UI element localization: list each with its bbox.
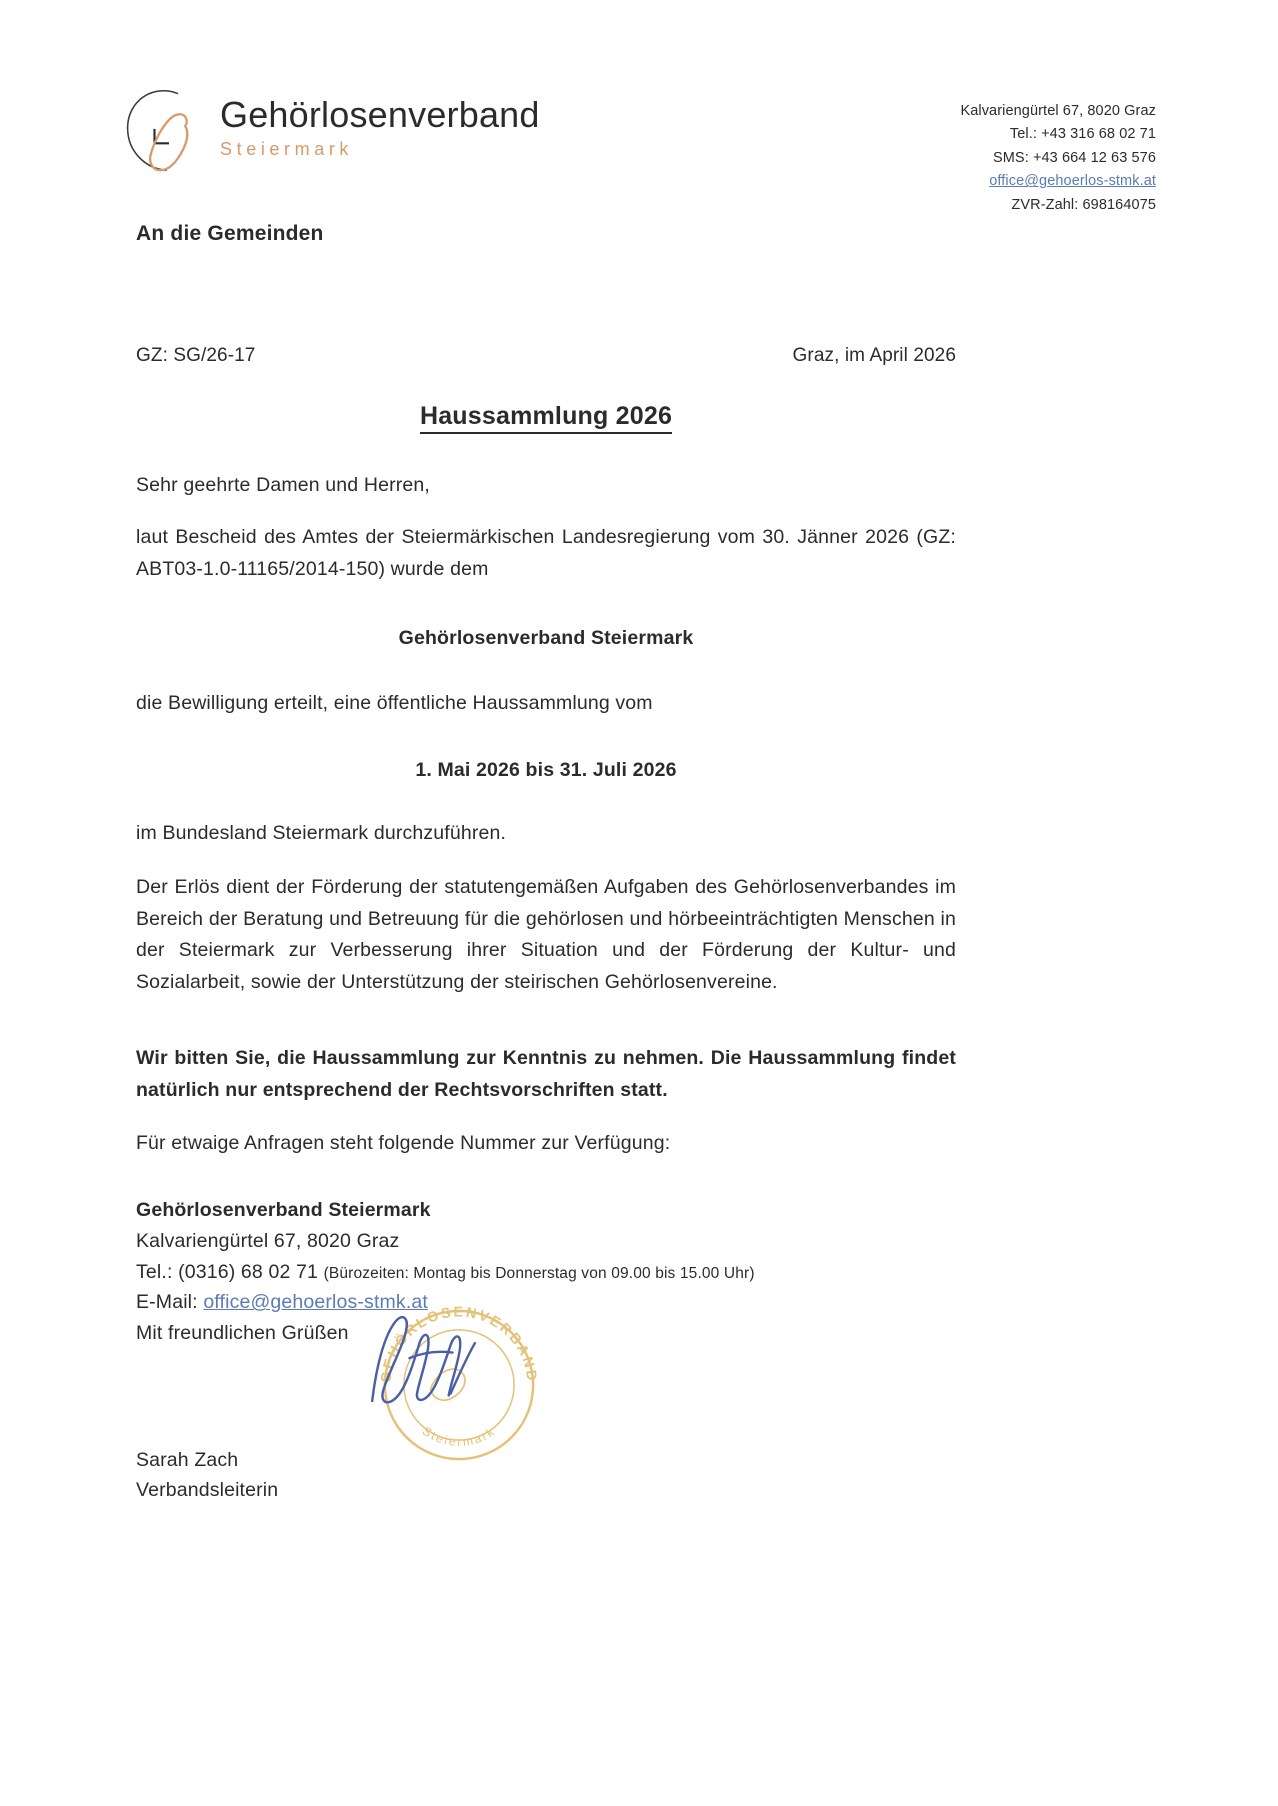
closing-line: Mit freundlichen Grüßen bbox=[136, 1322, 349, 1344]
signature-block bbox=[136, 1445, 278, 1505]
inquiry-paragraph: Für etwaige Anfragen steht folgende Nummer zur Verfügung: bbox=[136, 1132, 671, 1154]
logo-title: Gehörlosenverband bbox=[220, 94, 540, 136]
ear-hand-logo-icon bbox=[118, 80, 214, 176]
intro-paragraph: laut Bescheid des Amtes der Steiermärkischen Landesregierung vom 30. Jänner 2026 (GZ: ABT03-1.0-11165/2014-150) wurde dem bbox=[136, 526, 956, 580]
footer-contact-block bbox=[136, 1195, 956, 1318]
signer-name: Sarah Zach bbox=[136, 1449, 239, 1471]
organisation-name: Gehörlosenverband Steiermark bbox=[398, 627, 694, 649]
svg-text:GEHÖRLOSENVERBAND: GEHÖRLOSENVERBAND bbox=[378, 1304, 540, 1384]
signer-role: Verbandsleiterin bbox=[136, 1479, 279, 1502]
reference-number: GZ: SG/26-17 bbox=[136, 345, 256, 366]
footer-phone-line bbox=[136, 1257, 956, 1288]
header-phone: Tel.: +43 316 68 02 71 bbox=[1009, 126, 1156, 143]
header-sms: SMS: +43 664 12 63 576 bbox=[992, 149, 1156, 166]
footer-organisation: Gehörlosenverband Steiermark bbox=[136, 1199, 431, 1221]
place-and-date: Graz, im April 2026 bbox=[792, 345, 956, 366]
footer-phone: Tel.: (0316) 68 02 71 bbox=[136, 1260, 319, 1283]
logo-subtitle: Steiermark bbox=[220, 139, 354, 159]
document-title: Haussammlung 2026 bbox=[136, 402, 956, 431]
letterhead bbox=[118, 78, 1156, 217]
footer-office-hours: (Bürozeiten: Montag bis Donnerstag von 09.00 bis 15.00 Uhr) bbox=[323, 1264, 755, 1282]
header-contact-block bbox=[960, 78, 1156, 217]
collection-period: 1. Mai 2026 bis 31. Juli 2026 bbox=[415, 759, 677, 781]
header-email-link[interactable]: office@gehoerlos-stmk.at bbox=[989, 173, 1156, 190]
svg-text:Steiermark: Steiermark bbox=[419, 1423, 499, 1449]
salutation: Sehr geehrte Damen und Herren, bbox=[136, 474, 430, 496]
region-paragraph: im Bundesland Steiermark durchzuführen. bbox=[136, 822, 507, 844]
logo-wordmark bbox=[220, 90, 540, 164]
header-zvr-number: ZVR-Zahl: 698164075 bbox=[1011, 196, 1156, 213]
request-paragraph: Wir bitten Sie, die Haussammlung zur Kenntnis zu nehmen. Die Haussammlung findet natürlich nur entsprechend der Rechtsvorschriften statt. bbox=[136, 1047, 956, 1101]
header-address: Kalvariengürtel 67, 8020 Graz bbox=[960, 103, 1156, 119]
permission-paragraph: die Bewilligung erteilt, eine öffentliche Haussammlung vom bbox=[136, 692, 653, 714]
footer-email-label: E-Mail: bbox=[136, 1291, 198, 1314]
organisation-logo bbox=[118, 78, 540, 176]
footer-email-link[interactable]: office@gehoerlos-stmk.at bbox=[203, 1291, 428, 1314]
company-stamp-icon bbox=[364, 1290, 554, 1480]
recipient-line: An die Gemeinden bbox=[136, 222, 324, 245]
footer-email-line bbox=[136, 1287, 956, 1318]
reference-row bbox=[136, 345, 956, 367]
purpose-paragraph: Der Erlös dient der Förderung der statutengemäßen Aufgaben des Gehörlosenverbandes im Bereich der Beratung und Betreuung für die gehörlosen und hörbeeinträchtigten Menschen in der Steiermark zur Verbesserung ihrer Situation und der Förderung der Kultur- und Sozialarbeit, sowie der Unterstützung der steirischen Gehörlosenvereine. bbox=[136, 876, 956, 993]
footer-address: Kalvariengürtel 67, 8020 Graz bbox=[136, 1229, 400, 1252]
